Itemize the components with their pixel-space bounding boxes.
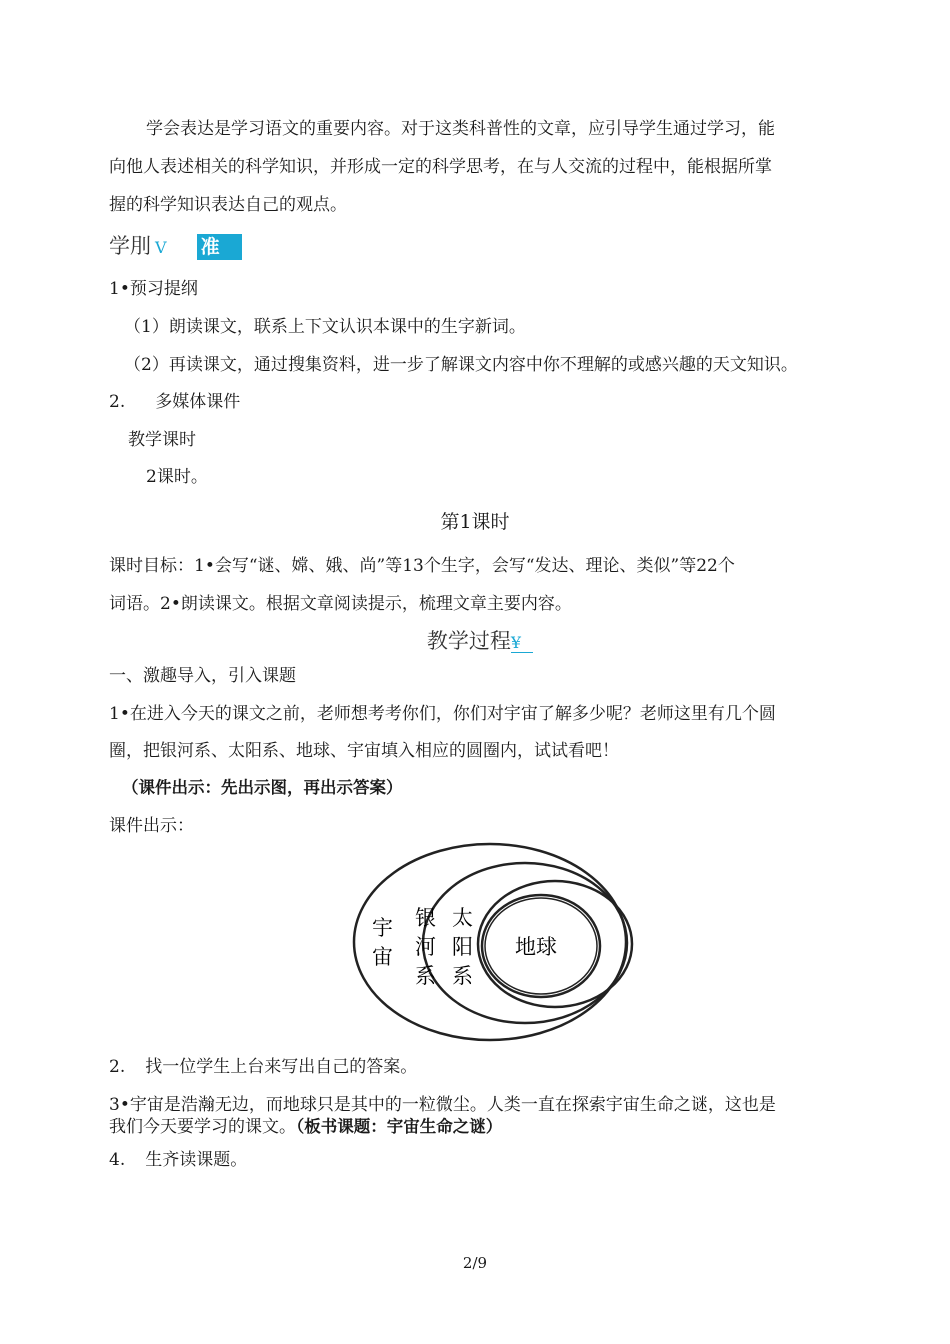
prep-highlight: 准 — [197, 234, 242, 260]
label-universe-2: 宙 — [372, 945, 393, 969]
hours-label: 教学课时 — [128, 430, 196, 450]
para-3b — [109, 1116, 502, 1138]
para-1a: 1•在进入今天的课文之前，老师想考考你们，你们对宇宙了解多少呢？老师这里有几个圆 — [109, 704, 776, 724]
label-galaxy-2: 河 — [415, 935, 436, 959]
label-solar-2: 阳 — [452, 935, 473, 959]
prep-heading — [109, 232, 242, 262]
label-universe-1: 宇 — [372, 916, 393, 940]
label-solar-1: 太 — [452, 906, 473, 930]
prep-item-2 — [109, 391, 240, 413]
para-4-num: 4. — [109, 1150, 126, 1170]
para-2-num: 2. — [109, 1057, 126, 1077]
para-2 — [109, 1056, 417, 1078]
prep-heading-mark: V — [155, 238, 167, 257]
universe-circles-diagram — [350, 842, 635, 1044]
intro-line-2: 向他人表述相关的科学知识，并形成一定的科学思考，在与人交流的过程中，能根据所掌 — [109, 157, 772, 177]
lesson-goal-1: 课时目标：1•会写“谜、嫦、娥、尚”等13个生字，会写“发达、理论、类似”等22个 — [109, 556, 735, 576]
prep-item-2-text: 多媒体课件 — [155, 392, 241, 412]
page-number: 2/9 — [462, 1254, 488, 1272]
universe-circle — [354, 844, 626, 1040]
para-2-text: 找一位学生上台来写出自己的答案。 — [145, 1057, 418, 1077]
intro-line-1: 学会表达是学习语文的重要内容。对于这类科普性的文章，应引导学生通过学习，能 — [146, 119, 775, 139]
prep-heading-text: 学刖 — [109, 234, 151, 258]
courseware-note: （课件出示：先出示图，再出示答案） — [122, 778, 403, 797]
intro-line-3: 握的科学知识表达自己的观点。 — [109, 195, 347, 215]
process-title-mark: ¥ — [511, 633, 533, 653]
hours-value: 2课时。 — [146, 467, 208, 487]
prep-item-2-num: 2. — [109, 392, 126, 412]
lesson-goal-2: 词语。2•朗读课文。根据文章阅读提示，梳理文章主要内容。 — [109, 594, 572, 614]
para-1b: 圈，把银河系、太阳系、地球、宇宙填入相应的圆圈内，试试看吧！ — [109, 741, 619, 761]
label-earth: 地球 — [515, 935, 557, 959]
label-solar-3: 系 — [452, 964, 473, 988]
para-3a: 3•宇宙是浩瀚无边，而地球只是其中的一粒微尘。人类一直在探索宇宙生命之谜，这也是 — [109, 1095, 776, 1115]
prep-item-1: 1•预习提纲 — [109, 279, 198, 299]
courseware-show: 课件出示： — [109, 816, 194, 836]
prep-sub-2: （2）再读课文，通过搜集资料，进一步了解课文内容中你不理解的或感兴趣的天文知识。 — [124, 355, 798, 375]
lesson-title: 第1课时 — [440, 511, 510, 533]
label-galaxy-3: 系 — [415, 964, 436, 988]
board-title: （板书课题：宇宙生命之谜） — [296, 1117, 503, 1136]
para-4 — [109, 1149, 247, 1171]
label-galaxy-1: 银 — [415, 906, 436, 930]
process-title-text: 教学过程 — [426, 629, 511, 653]
section-1-title: 一、激趣导入，引入课题 — [109, 666, 296, 686]
para-3b-plain: 我们今天要学习的课文。 — [109, 1117, 296, 1137]
para-4-text: 生齐读课题。 — [145, 1150, 248, 1170]
process-title — [0, 626, 950, 658]
prep-sub-1: （1）朗读课文，联系上下文认识本课中的生字新词。 — [124, 317, 526, 337]
